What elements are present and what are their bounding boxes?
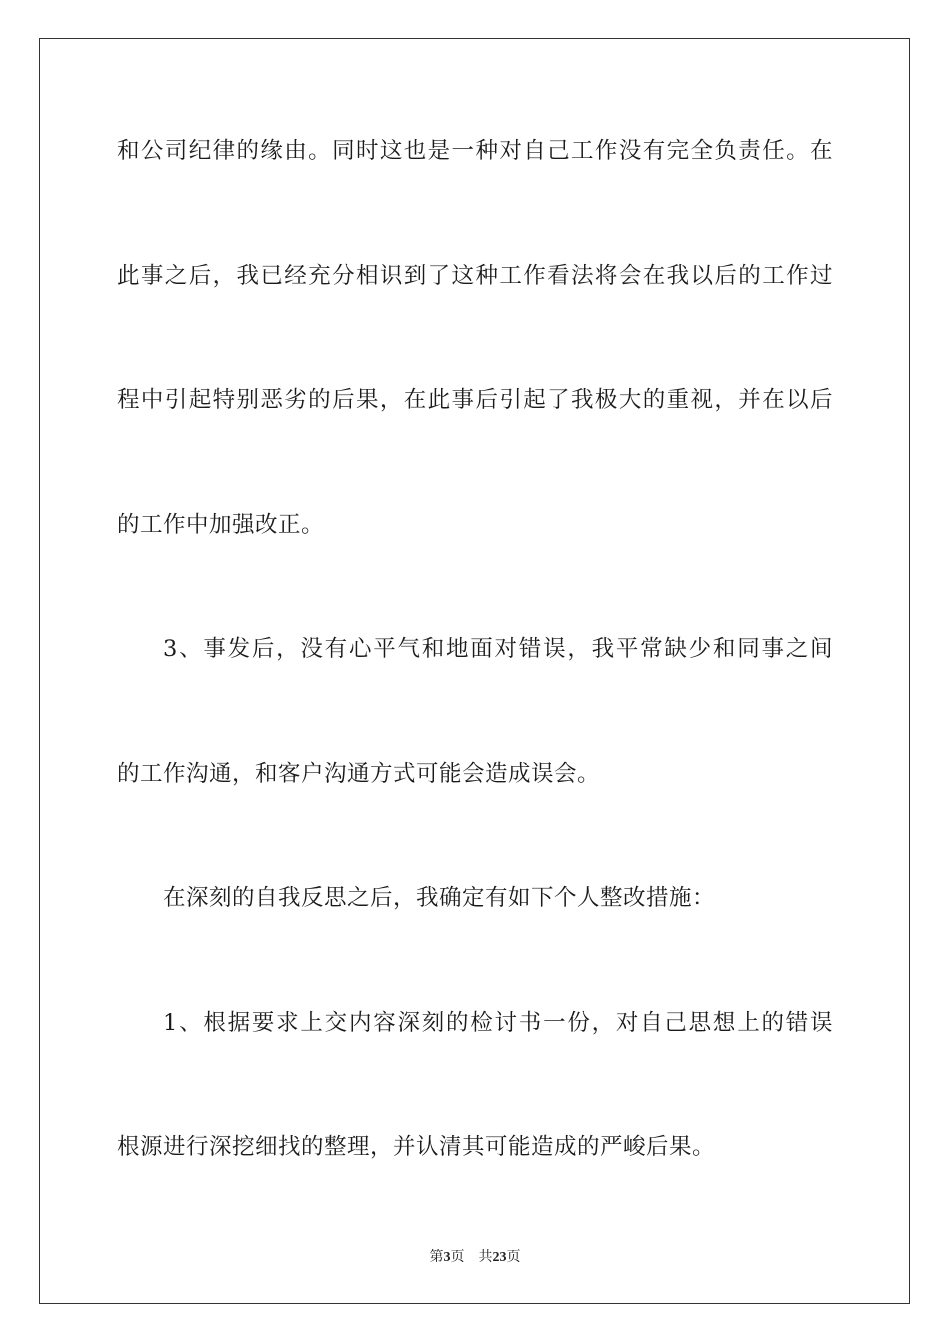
page-border — [39, 38, 910, 1304]
paragraph-line-9: 根源进行深挖细找的整理，并认清其可能造成的严峻后果。 — [117, 1134, 716, 1160]
footer-total-suffix: 页 — [506, 1249, 521, 1265]
paragraph-line-2: 此事之后，我已经充分相识到了这种工作看法将会在我以后的工作过 — [117, 263, 833, 289]
paragraph-line-5: 3、事发后，没有心平气和地面对错误，我平常缺少和同事之间 — [163, 636, 833, 662]
paragraph-line-8: 1、根据要求上交内容深刻的检讨书一份，对自己思想上的错误 — [163, 1010, 833, 1036]
paragraph-line-7: 在深刻的自我反思之后，我确定有如下个人整改措施： — [163, 885, 716, 911]
footer-page-suffix: 页 — [450, 1249, 465, 1265]
footer-page-prefix: 第 — [429, 1249, 444, 1265]
footer-total-pages: 23 — [492, 1250, 507, 1265]
footer-page-number: 3 — [443, 1250, 451, 1265]
paragraph-line-6: 的工作沟通，和客户沟通方式可能会造成误会。 — [117, 761, 601, 787]
page-footer — [0, 1248, 950, 1267]
paragraph-line-3: 程中引起特别恶劣的后果，在此事后引起了我极大的重视，并在以后 — [117, 387, 833, 413]
paragraph-line-4: 的工作中加强改正。 — [117, 512, 325, 538]
paragraph-line-1: 和公司纪律的缘由。同时这也是一种对自己工作没有完全负责任。在 — [117, 138, 833, 164]
footer-total-prefix: 共 — [478, 1249, 493, 1265]
